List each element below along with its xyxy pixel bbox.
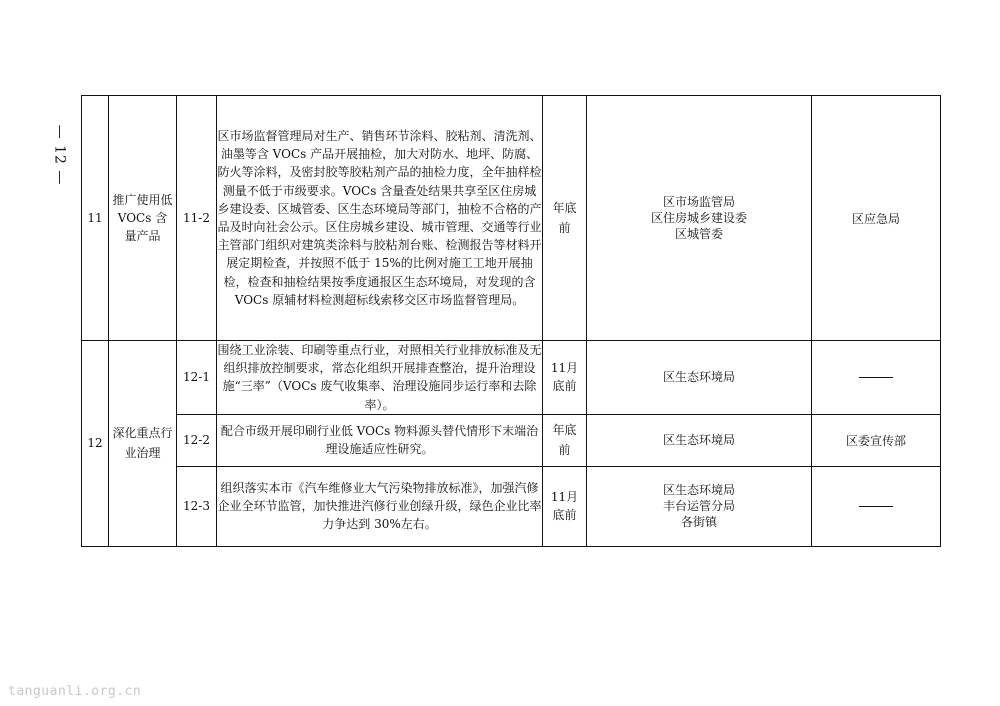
- lead-unit: 区生态环境局: [662, 483, 735, 498]
- support-department: 区委宣传部: [812, 414, 941, 466]
- sub-task-id: 12-2: [177, 414, 217, 466]
- sub-task-id: 12-3: [177, 466, 217, 546]
- support-department: [812, 341, 941, 415]
- task-content: 区市场监督管理局对生产、销售环节涂料、胶粘剂、清洗剂、油墨等含 VOCs 产品开展抽检，加大对防水、地坪、防腐、防火等涂料，及密封胶等胶粘剂产品的抽检力度，全年抽样检测量不低于市级要求。VOCs 含量查处结果共享至区住房城乡建设委、区城管委、区生态环境局等部门，抽检不合格的产品及时向社会公示。区住房城乡建设、城市管理、交通等行业主管部门组织对建筑类涂料与胶粘剂台账、检测报告等材料开展定期检查，并按照不低于 15%的比例对施工工地开展抽检，检查和抽检结果按季度通报区生态环境局，对发现的含 VOCs 原辅材料检测超标线索移交区市场监督管理局。: [217, 96, 543, 341]
- support-department: 区应急局: [812, 96, 941, 341]
- task-content: 组织落实本市《汽车维修业大气污染物排放标准》，加强汽修企业全环节监管，加快推进汽修行业创绿升级，绿色企业比率力争达到 30%左右。: [217, 466, 543, 546]
- table-row: [82, 466, 941, 546]
- deadline: 年底前: [543, 414, 587, 466]
- dash-placeholder: [859, 506, 893, 507]
- task-category: 推广使用低 VOCs 含量产品: [109, 96, 177, 341]
- page-number: — 12 —: [51, 124, 67, 186]
- lead-unit: 区生态环境局: [662, 370, 735, 385]
- sub-task-id: 11-2: [177, 96, 217, 341]
- table-row: [82, 341, 941, 415]
- table-row: [82, 96, 941, 341]
- watermark: tanguanli.org.cn: [8, 684, 142, 699]
- task-content: 配合市级开展印刷行业低 VOCs 物料源头替代情形下末端治理设施适应性研究。: [217, 414, 543, 466]
- sub-task-id: 12-1: [177, 341, 217, 415]
- row-number: 11: [82, 96, 109, 341]
- row-number: 12: [82, 341, 109, 547]
- lead-unit: 区住房城乡建设委: [650, 211, 747, 225]
- dash-placeholder: [859, 377, 893, 378]
- support-department: [812, 466, 941, 546]
- deadline: 11月底前: [543, 466, 587, 546]
- task-category: 深化重点行业治理: [109, 341, 177, 547]
- task-content: 围绕工业涂装、印刷等重点行业，对照相关行业排放标准及无组织排放控制要求，常态化组织开展排查整治，提升治理设施“三率”（VOCs 废气收集率、治理设施同步运行率和去除率）。: [217, 341, 543, 415]
- deadline: 11月底前: [543, 341, 587, 415]
- table-row: [82, 414, 941, 466]
- lead-unit: 区生态环境局: [662, 433, 735, 448]
- lead-unit: 区市场监管局: [662, 195, 735, 209]
- lead-department: [587, 414, 812, 466]
- lead-department: [587, 466, 812, 546]
- lead-unit: 丰台运管分局: [662, 499, 735, 514]
- lead-unit: 区城管委: [674, 227, 723, 241]
- task-table: [81, 95, 941, 547]
- deadline: 年底前: [543, 96, 587, 341]
- lead-unit: 各街镇: [680, 515, 717, 530]
- lead-department: [587, 341, 812, 415]
- lead-department: [587, 96, 812, 341]
